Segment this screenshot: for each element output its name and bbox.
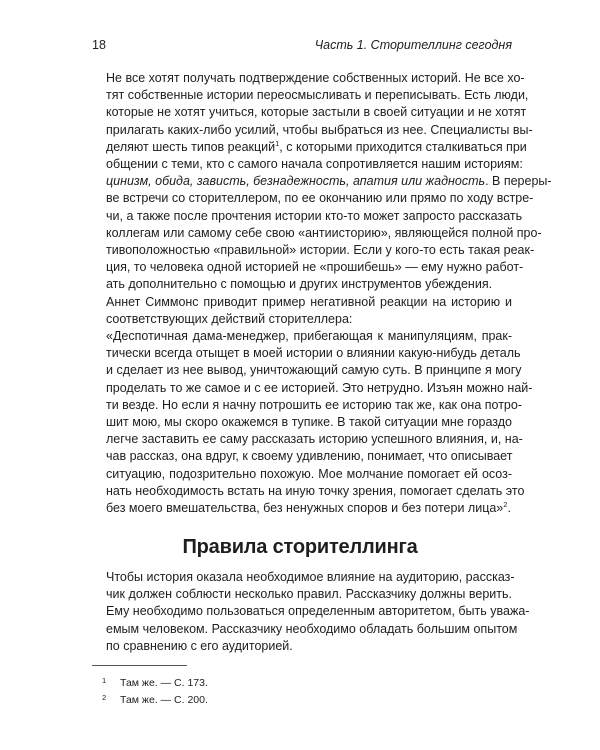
footnote-item bbox=[92, 692, 512, 709]
footnote-divider bbox=[92, 665, 187, 666]
text-line: ция, то человека одной историей не «прошибешь» — ему нужно работ- bbox=[106, 260, 524, 275]
text-line: «Деспотичная дама-менеджер, прибегающая к манипуляциям, прак- bbox=[106, 329, 512, 344]
footnote-item bbox=[92, 675, 512, 692]
text-line: которые не хотят учиться, которые застыли в своей ситуации и не хотят bbox=[106, 105, 527, 120]
paragraph-1 bbox=[92, 70, 552, 294]
section-paragraph bbox=[92, 569, 530, 655]
text-line: по сравнению с его аудиторией. bbox=[106, 638, 293, 653]
footnote-ref-2: 2 bbox=[503, 499, 508, 509]
footnote-ref-1: 1 bbox=[275, 138, 280, 148]
text-line: соответствующих действий сторителлера: bbox=[106, 311, 353, 326]
text-line: Аннет Симмонс приводит пример негативной реакции на историю и bbox=[106, 294, 512, 309]
text-line: общении с теми, кто с самого начала сопротивляется нашим историям: bbox=[106, 157, 523, 172]
section-text bbox=[92, 569, 530, 655]
footnote-number: 2 bbox=[102, 693, 107, 702]
section-heading: Правила сторителлинга bbox=[182, 536, 418, 558]
paragraph-2 bbox=[92, 294, 512, 328]
text-line: нать необходимость встать на иную точку зрения, помогает сделать это bbox=[106, 483, 525, 498]
text-line: чик должен соблюсти несколько правил. Рассказчику должны верить. bbox=[106, 587, 512, 602]
footnote-text: Там же. — С. 173. bbox=[120, 677, 208, 689]
footnote-text: Там же. — С. 200. bbox=[120, 694, 208, 706]
text-line: ать дополнительно с помощью и других инструментов убеждения. bbox=[106, 277, 493, 292]
text-line: легче заставить ее саму рассказать историю успешного влияния, и, на- bbox=[106, 432, 523, 447]
running-title: Часть 1. Сторителлинг сегодня bbox=[314, 38, 512, 52]
text-line: деляют шесть типов реакций$^1$, с которыми приходится сталкиваться при bbox=[106, 138, 527, 154]
text-line: тивоположностью «правильной» истории. Если у кого-то есть такая реак- bbox=[106, 243, 535, 258]
text-line: тически всегда отыщет в моей истории о влиянии какую-нибудь деталь bbox=[106, 346, 521, 361]
text-line: и сделает из нее вывод, уничтожающий самую суть. В принципе я могу bbox=[106, 363, 522, 378]
text-line: коллегам или самому себе свою «антиисторию», являющейся полной про- bbox=[106, 225, 542, 240]
text-line: проделать то же самое и с ее историей. Это нетрудно. Изъян можно най- bbox=[106, 380, 533, 395]
text-line: цинизм, обида, зависть, безнадежность, апатия или жадность. В переры- bbox=[106, 174, 552, 189]
body-text bbox=[92, 70, 552, 517]
text-line: чи, а также после прочтения истории кто-то может запросто рассказать bbox=[106, 208, 523, 223]
text-line: ти везде. Но если я начну потрошить ее историю так же, как она потро- bbox=[106, 397, 522, 412]
paragraph-3-quote bbox=[92, 328, 533, 517]
text-line: ситуацию, подозрительно похожую. Мое молчание помогает ей осоз- bbox=[106, 466, 512, 481]
text-line: ве встречи со сторителлером, по ее окончанию или прямо по ходу встре- bbox=[106, 191, 534, 206]
text-line: Чтобы история оказала необходимое влияние на аудиторию, рассказ- bbox=[106, 570, 515, 584]
text-line: Не все хотят получать подтверждение собственных историй. Не все хо- bbox=[106, 71, 525, 85]
text-line: емым человеком. Рассказчику необходимо обладать большим опытом bbox=[106, 621, 518, 636]
footnotes bbox=[92, 675, 512, 709]
text-line: чав рассказ, она вдруг, к своему удивлению, понимает, что описывает bbox=[106, 449, 513, 464]
text-line: без моего вмешательства, без ненужных споров и без потери лица»$^2$. bbox=[106, 499, 511, 516]
text-line: Ему необходимо пользоваться определенным авторитетом, быть уважа- bbox=[106, 604, 530, 619]
text-line: прилагать каких-либо усилий, чтобы выбраться из нее. Специалисты вы- bbox=[106, 122, 533, 137]
text-line: тят собственные истории переосмысливать и переписывать. Есть люди, bbox=[106, 88, 529, 103]
footnote-number: 1 bbox=[102, 676, 107, 685]
page-number: 18 bbox=[92, 38, 106, 52]
italic-emotions: цинизм, обида, зависть, безнадежность, апатия или жадность bbox=[106, 174, 486, 189]
text-line: шит мою, мы скоро окажемся в тупике. В такой ситуации мне гораздо bbox=[106, 415, 512, 430]
